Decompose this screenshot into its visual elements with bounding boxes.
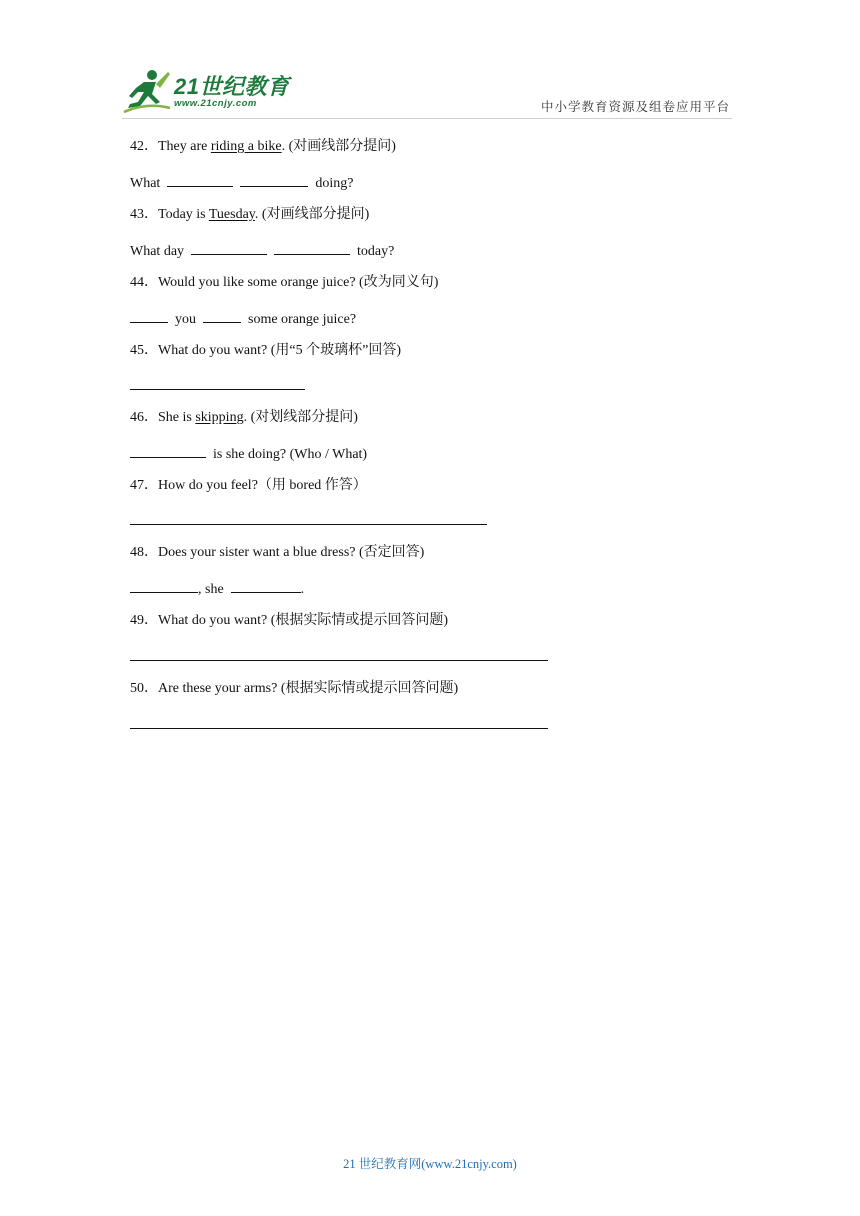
logo-url: www.21cnjy.com <box>174 98 257 109</box>
blank[interactable] <box>167 172 233 187</box>
blank[interactable] <box>203 308 241 323</box>
blank[interactable] <box>231 578 301 593</box>
answer-44: you some orange juice? <box>130 308 356 329</box>
runner-logo-icon <box>122 68 172 114</box>
underlined-phrase: Tuesday <box>208 207 255 222</box>
underlined-phrase: riding a bike <box>210 139 282 154</box>
header-platform-text: 中小学教育资源及组卷应用平台 <box>540 100 730 114</box>
question-42: 42．They are riding a bike. (对画线部分提问) <box>130 139 396 154</box>
answer-line-47[interactable] <box>130 524 487 525</box>
blank[interactable] <box>240 172 308 187</box>
question-49: 49．What do you want? (根据实际情或提示回答问题) <box>130 613 449 628</box>
answer-line-49[interactable] <box>130 660 548 661</box>
logo-text: 21世纪教育 <box>174 74 290 99</box>
question-43: 43．Today is Tuesday. (对画线部分提问) <box>130 207 370 222</box>
page-footer[interactable]: 21 世纪教育网(www.21cnjy.com) <box>343 1157 517 1171</box>
answer-46: is she doing? (Who / What) <box>130 443 367 464</box>
answer-48: , she . <box>130 578 304 599</box>
underlined-phrase: skipping <box>195 410 244 425</box>
blank[interactable] <box>191 240 267 255</box>
page-header <box>0 0 860 125</box>
question-45: 45．What do you want? (用“5 个玻璃杯”回答) <box>130 343 401 358</box>
answer-line-50[interactable] <box>130 728 548 729</box>
question-46: 46．She is skipping. (对划线部分提问) <box>130 410 358 425</box>
blank[interactable] <box>130 578 198 593</box>
answer-43: What day today? <box>130 240 394 261</box>
question-44: 44．Would you like some orange juice? (改为同义句) <box>130 275 439 290</box>
header-divider <box>122 118 732 119</box>
question-50: 50．Are these your arms? (根据实际情或提示回答问题) <box>130 681 459 696</box>
question-47: 47．How do you feel?（用 bored 作答） <box>130 478 367 493</box>
blank[interactable] <box>274 240 350 255</box>
blank[interactable] <box>130 443 206 458</box>
blank[interactable] <box>130 308 168 323</box>
answer-line-45[interactable] <box>130 389 305 390</box>
logo <box>122 68 302 116</box>
question-48: 48．Does your sister want a blue dress? (否定回答) <box>130 545 425 560</box>
answer-42: What doing? <box>130 172 353 193</box>
